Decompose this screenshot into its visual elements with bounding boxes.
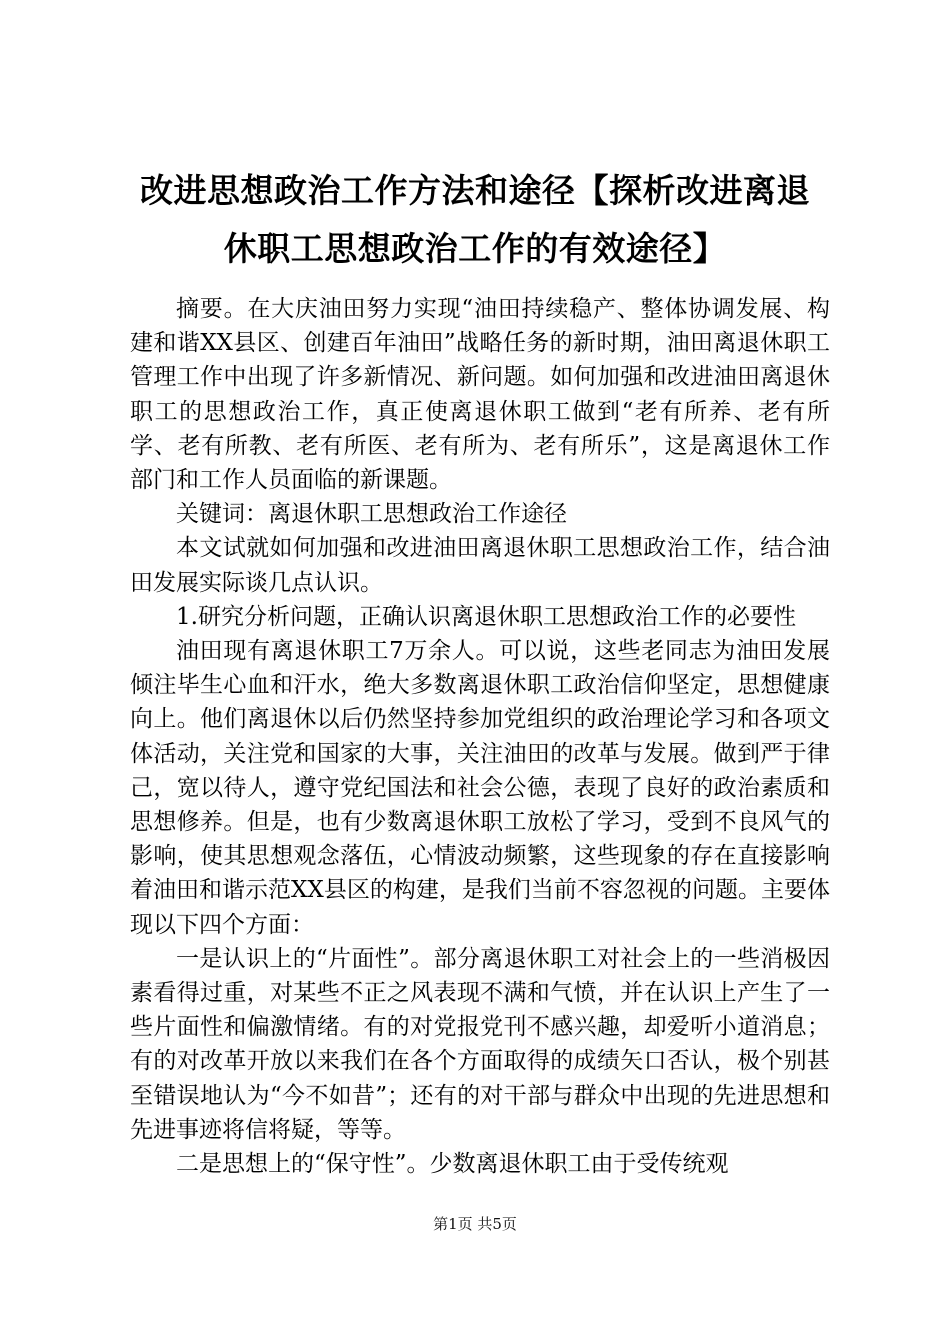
title-line-2: 休职工思想政治工作的有效途径】 xyxy=(223,229,727,268)
body-paragraph: 二是思想上的“保守性”。少数离退休职工由于受传统观 xyxy=(176,1151,729,1178)
body-paragraph: 油田现有离退休职工7万余人。可以说，这些老同志为油田发展倾注毕生心血和汗水，绝大多数离退休职工政治信仰坚定，思想健康向上。他们离退休以后仍然坚持参加党组织的政治理论学习和各项文体活动，关注党和国家的大事，关注油田的改革与发展。做到严于律己，宽以待人，遵守党纪国法和社会公德，表现了良好的政治素质和思想修养。但是，也有少数离退休职工放松了学习，受到不良风气的影响，使其思想观念落伍，心情波动频繁，这些现象的存在直接影响着油田和谐示范XX县区的构建，是我们当前不容忽视的问题。主要体现以下四个方面： xyxy=(130,638,830,938)
page-number-footer: 第1页 共5页 xyxy=(433,1215,517,1233)
document-body xyxy=(130,292,830,1181)
keywords-paragraph: 关键词：离退休职工思想政治工作途径 xyxy=(176,501,567,528)
title-line-1: 改进思想政治工作方法和途径【探析改进离退 xyxy=(140,171,810,210)
intro-paragraph: 本文试就如何加强和改进油田离退休职工思想政治工作，结合油田发展实际谈几点认识。 xyxy=(130,535,830,596)
body-paragraph: 一是认识上的“片面性”。部分离退休职工对社会上的一些消极因素看得过重，对某些不正之风表现不满和气愤，并在认识上产生了一些片面性和偏激情绪。有的对党报党刊不感兴趣，却爱听小道消息；有的对改革开放以来我们在各个方面取得的成绩矢口否认，极个别甚至错误地认为“今不如昔”；还有的对干部与群众中出现的先进思想和先进事迹将信将疑，等等。 xyxy=(130,945,830,1143)
abstract-paragraph: 摘要。在大庆油田努力实现“油田持续稳产、整体协调发展、构建和谐XX县区、创建百年油田”战略任务的新时期，油田离退休职工管理工作中出现了许多新情况、新问题。如何加强和改进油田离退休职工的思想政治工作，真正使离退休职工做到“老有所养、老有所学、老有所教、老有所医、老有所为、老有所乐”，这是离退休工作部门和工作人员面临的新课题。 xyxy=(130,296,830,494)
document-title xyxy=(110,162,840,278)
section-heading-1: 1.研究分析问题，正确认识离退休职工思想政治工作的必要性 xyxy=(176,603,796,630)
